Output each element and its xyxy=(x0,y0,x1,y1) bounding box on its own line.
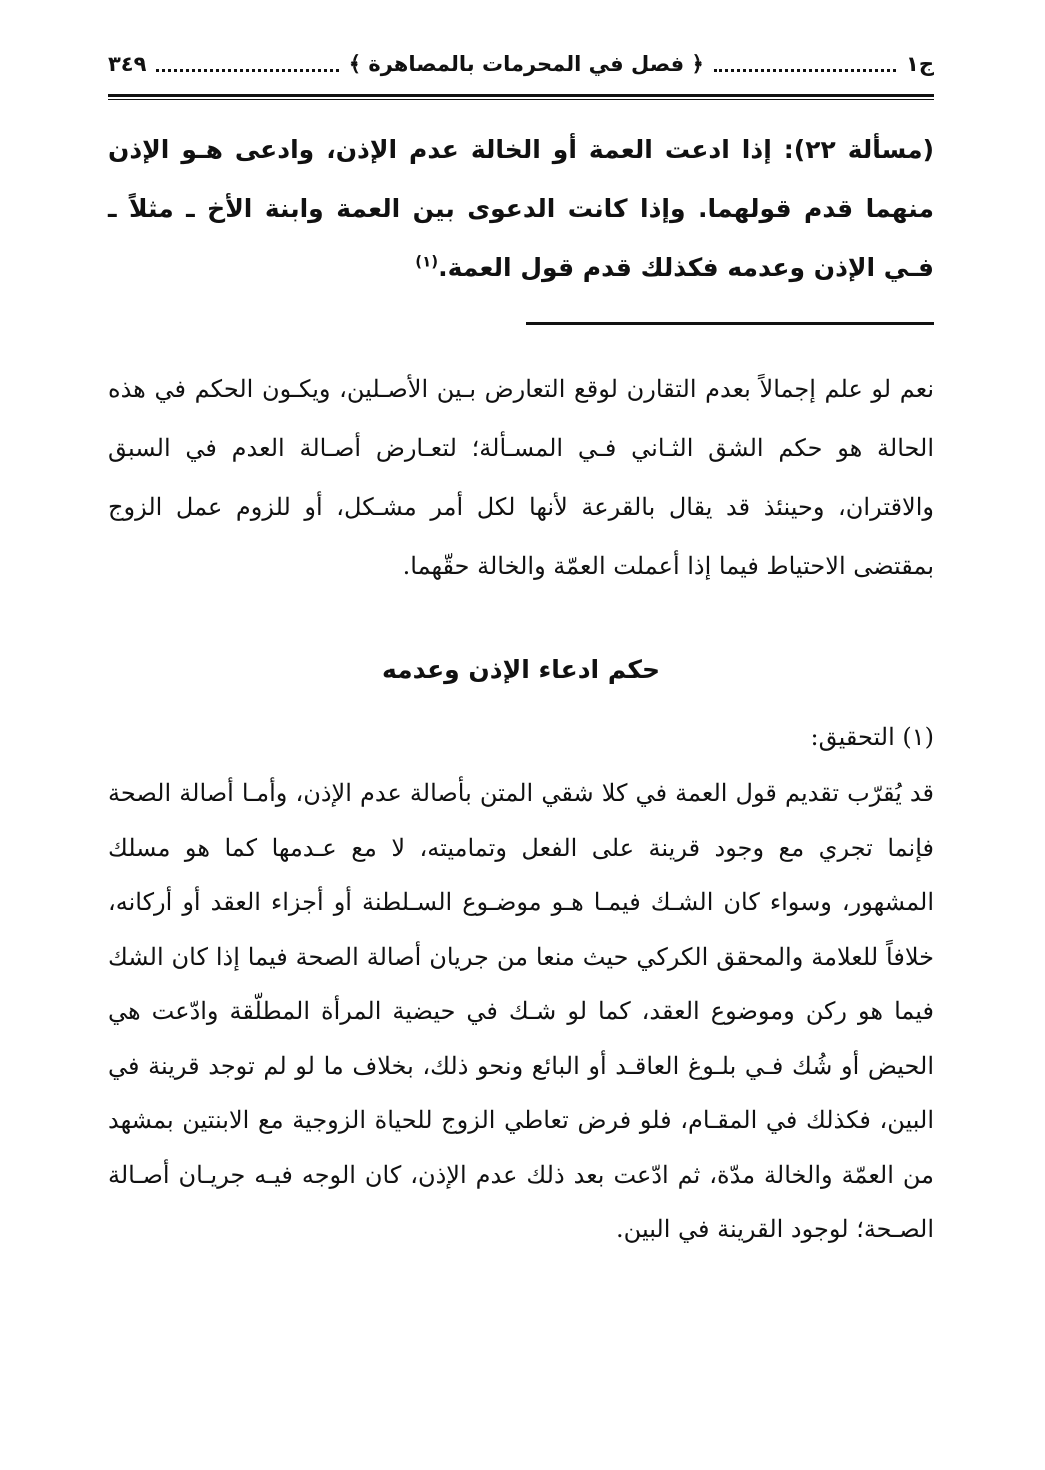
header-rule-thick xyxy=(108,94,934,97)
footnote-separator xyxy=(526,322,934,325)
footnote-reference[interactable]: (١) xyxy=(415,252,439,271)
footnote-label: (١) التحقيق: xyxy=(810,723,934,751)
running-header xyxy=(108,40,934,88)
chapter-title: ﴿ فصل في المحرمات بالمصاهرة ﴾ xyxy=(348,52,704,76)
dot-leader-left xyxy=(156,69,338,72)
section-heading: حكم ادعاء الإذن وعدمه xyxy=(382,655,660,684)
volume-label: ج١ xyxy=(906,52,934,76)
question-text: (مسألة ٢٢): إذا ادعت العمة أو الخالة عدم الإذن، وادعى هـو الإذن منهما قدم قولهما. وإذا كانت الدعوى بين العمة وابنة الأخ ـ مثلاً ـ فـي الإذن وعدمه فكذلك قدم قول العمة. xyxy=(108,135,934,282)
main-question xyxy=(108,120,934,297)
page-number: ٣٤٩ xyxy=(107,52,147,76)
footnote-paragraph: قد يُقرّب تقديم قول العمة في كلا شقي المتن بأصالة عدم الإذن، وأمـا أصالة الصحة فإنما تجري مع وجود قرينة على الفعل وتماميته، لا مع عـدمها كما هو مسلك المشهور، وسواء كان الشـك فيمـا هـو موضـوع السـلطنة أو أجزاء العقد أو أركانه، خلافاً للعلامة والمحقق الكركي حيث منعا من جريان أصالة الصحة فيما إذا كان الشك فيما هو ركن وموضوع العقد، كما لو شـك في حيضية المرأة المطلّقة وادّعت هي الحيض أو شُك فـي بلـوغ العاقـد أو البائع ونحو ذلك، بخلاف ما لو لم توجد قرينة في البين، فكذلك في المقـام، فلو فرض تعاطي الزوج للحياة الزوجية مع الابنتين بمشهد من العمّة والخالة مدّة، ثم ادّعت بعد ذلك عدم الإذن، كان الوجه فيـه جريـان أصـالة الصـحة؛ لوجود القرينة في البين. xyxy=(108,779,934,1243)
dot-leader-right xyxy=(714,69,896,72)
header-rule-thin xyxy=(108,99,934,100)
commentary-paragraph: نعم لو علم إجمالاً بعدم التقارن لوقع التعارض بـين الأصـلين، ويكـون الحكم في هذه الحالة هو حكم الشق الثـاني فـي المسـألة؛ لتعـارض أصـالة العدم في السبق والاقتران، وحينئذ قد يقال بالقرعة لأنها لكل أمر مشـكل، أو للزوم عمل الزوج بمقتضى الاحتياط فيما إذا أعملت العمّة والخالة حقّهما. xyxy=(108,375,934,580)
